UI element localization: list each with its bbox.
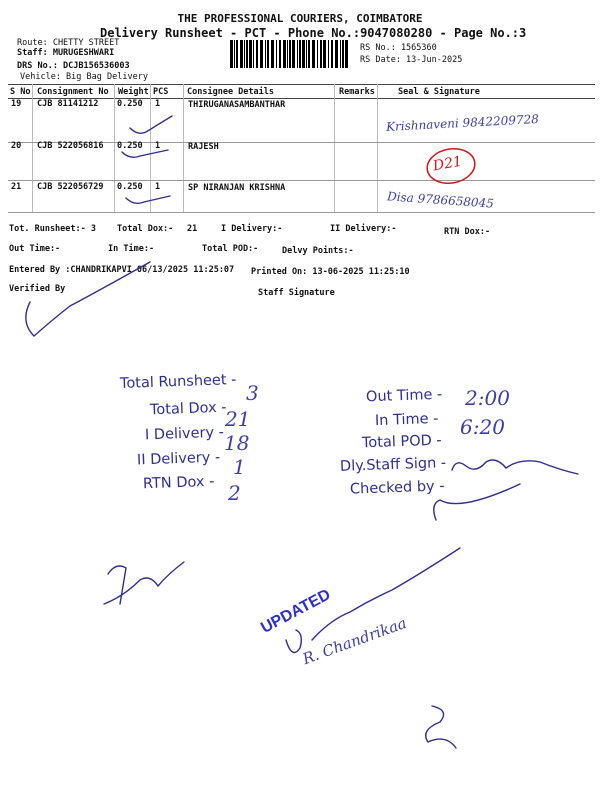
row-sno: 21 [11, 182, 22, 192]
stamp-total-dox-value: 21 [225, 407, 251, 431]
checked-by-mark [434, 484, 520, 520]
stamp-rtn-dox-label: RTN Dox - [142, 473, 215, 493]
stamp-rtn-dox-value: 2 [228, 481, 241, 505]
stamp-total-runsheet-value: 3 [246, 381, 259, 405]
tick-mark-row21 [126, 196, 170, 203]
row-consignment: CJB 522056729 [37, 182, 104, 192]
stamp-out-time-value: 2:00 [465, 386, 510, 410]
row-consignment: CJB 522056816 [37, 141, 104, 151]
tot-runsheet: Tot. Runsheet:- 3 [9, 224, 96, 234]
staff-sign-scribble [452, 460, 578, 474]
company-title: THE PROFESSIONAL COURIERS, COIMBATORE [177, 12, 423, 25]
rs-number: RS No.: 1565360 [360, 43, 437, 53]
left-signature [104, 562, 184, 604]
stamp-in-time-label: In Time - [374, 410, 439, 430]
rs-date: RS Date: 13-Jun-2025 [360, 55, 463, 65]
stamp-in-time-value: 6:20 [460, 415, 505, 439]
in-time-label: In Time:- [108, 244, 155, 254]
route-label: Route: CHETTY STREET [17, 38, 120, 48]
i-delivery-label: I Delivery:- [221, 224, 283, 234]
vehicle-label: Vehicle: Big Bag Delivery [20, 72, 148, 82]
chandrikaa-signature-text: R. Chandrikaa [300, 613, 409, 669]
staff-label: Staff: MURUGESHWARI [17, 48, 115, 58]
entered-by: Entered By :CHANDRIKAPVI 06/13/2025 11:25:07 [9, 265, 235, 275]
col-consignee: Consignee Details [187, 87, 274, 97]
row19-handwritten-seal: Krishnaveni 9842209728 [385, 112, 540, 134]
printed-on: Printed On: 13-06-2025 11:25:10 [251, 267, 410, 277]
verified-signature [26, 262, 150, 336]
tick-mark-row20 [122, 150, 168, 157]
row-consignment: CJB 81141212 [37, 99, 99, 109]
runsheet-subtitle: Delivery Runsheet - PCT - Phone No.:9047080280 - Page No.:3 [100, 26, 527, 40]
total-dox-label: Total Dox:- [117, 224, 174, 234]
rtn-dox-label: RTN Dox:- [444, 227, 491, 237]
stamp-i-delivery-label: I Delivery - [144, 424, 225, 444]
row-weight: 0.250 [117, 141, 143, 151]
row-pcs: 1 [155, 182, 161, 192]
stamp-dly-staff-sign-label: Dly.Staff Sign - [339, 455, 447, 475]
row-pcs: 1 [155, 141, 161, 151]
stamp-total-runsheet-label: Total Runsheet - [119, 371, 237, 393]
bottom-flourish [426, 706, 456, 748]
row-consignee: SP NIRANJAN KRISHNA [188, 183, 286, 193]
row-pcs: 1 [155, 99, 161, 109]
col-remarks: Remarks [339, 87, 375, 97]
row-sno: 19 [11, 99, 22, 109]
row-consignee: THIRUGANASAMBANTHAR [188, 100, 286, 110]
col-consignment: Consignment No [37, 87, 109, 97]
stamp-ii-delivery-label: II Delivery - [136, 449, 221, 469]
row-sno: 20 [11, 141, 22, 151]
red-seal-circle [424, 145, 477, 187]
row-consignee: RAJESH [188, 142, 219, 152]
tick-mark-row19 [130, 116, 172, 133]
row21-handwritten-seal: Disa 9786658045 [386, 189, 495, 211]
drs-number: DRS No.: DCJB156536003 [17, 61, 130, 71]
staff-signature-label: Staff Signature [258, 288, 335, 298]
ii-delivery-label: II Delivery:- [330, 224, 397, 234]
col-seal: Seal & Signature [398, 87, 480, 97]
stamp-ii-delivery-value: 1 [233, 455, 246, 479]
stamp-i-delivery-value: 18 [224, 431, 250, 455]
total-dox-value: 21 [187, 224, 198, 234]
stamp-out-time-label: Out Time - [365, 386, 443, 406]
col-sno: S No [10, 87, 31, 97]
row-weight: 0.250 [117, 99, 143, 109]
updated-stamp: UPDATED [258, 586, 334, 637]
delvy-points-label: Delvy Points:- [282, 246, 354, 256]
stamp-checked-by-label: Checked by - [349, 478, 445, 498]
col-pcs: PCS [153, 87, 169, 97]
stamp-total-dox-label: Total Dox - [149, 399, 227, 419]
out-time-label: Out Time:- [9, 244, 61, 254]
total-pod-label: Total POD:- [202, 244, 259, 254]
col-weight: Weight [118, 87, 149, 97]
verified-by-label: Verified By [9, 284, 66, 294]
stamp-total-pod-label: Total POD - [361, 432, 442, 452]
row20-seal-mark: D21 [431, 153, 464, 175]
row-weight: 0.250 [117, 182, 143, 192]
